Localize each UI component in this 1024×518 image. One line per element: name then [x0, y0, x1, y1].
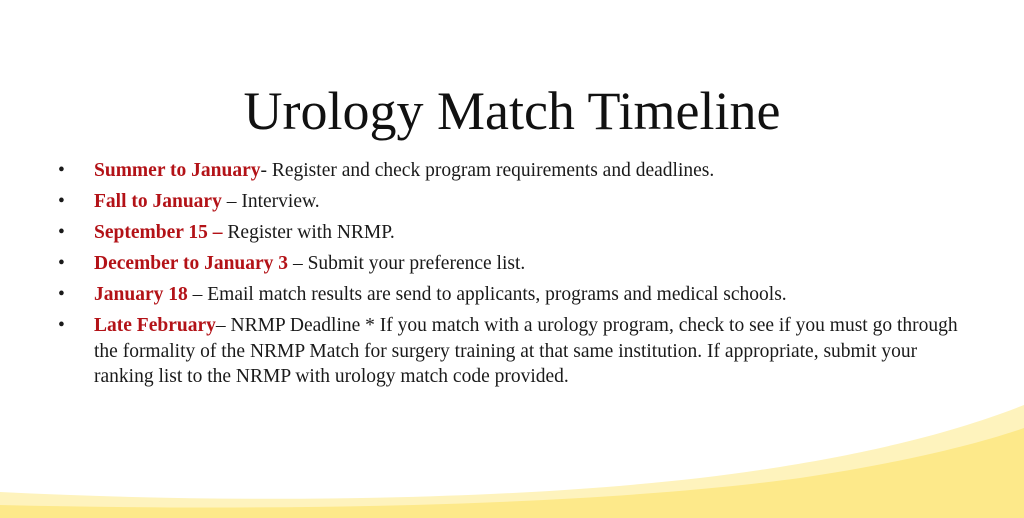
timeline-date-label: September 15 –: [94, 222, 223, 243]
timeline-item: [58, 313, 978, 390]
bullet-icon: •: [58, 284, 65, 305]
timeline-date-label: December to January 3: [94, 253, 289, 274]
timeline-item: [58, 220, 978, 246]
timeline-list: [58, 158, 978, 395]
timeline-date-label: Fall to January: [94, 191, 222, 212]
bullet-icon: •: [58, 253, 65, 274]
timeline-description: – NRMP Deadline * If you match with a urology program, check to see if you must go through the formality of the NRMP Match for surgery training at that same institution. If appropriate, submit your ranking list to the NRMP with urology match code provided.: [94, 315, 958, 387]
timeline-description: - Register and check program requirements and deadlines.: [260, 160, 715, 181]
timeline-item: [58, 189, 978, 215]
bullet-icon: •: [58, 191, 65, 212]
timeline-description: Register with NRMP.: [222, 222, 395, 243]
timeline-date-label: Summer to January: [94, 160, 261, 181]
bullet-icon: •: [58, 315, 65, 336]
timeline-description: – Email match results are send to applicants, programs and medical schools.: [187, 284, 787, 305]
timeline-description: – Submit your preference list.: [288, 253, 526, 274]
timeline-item: [58, 282, 978, 308]
bullet-icon: •: [58, 222, 65, 243]
timeline-date-label: January 18: [94, 284, 188, 305]
timeline-description: – Interview.: [221, 191, 320, 212]
slide-title: Urology Match Timeline: [243, 81, 781, 141]
timeline-item: [58, 158, 978, 184]
timeline-item: [58, 251, 978, 277]
bullet-icon: •: [58, 160, 65, 181]
timeline-date-label: Late February: [94, 315, 216, 336]
